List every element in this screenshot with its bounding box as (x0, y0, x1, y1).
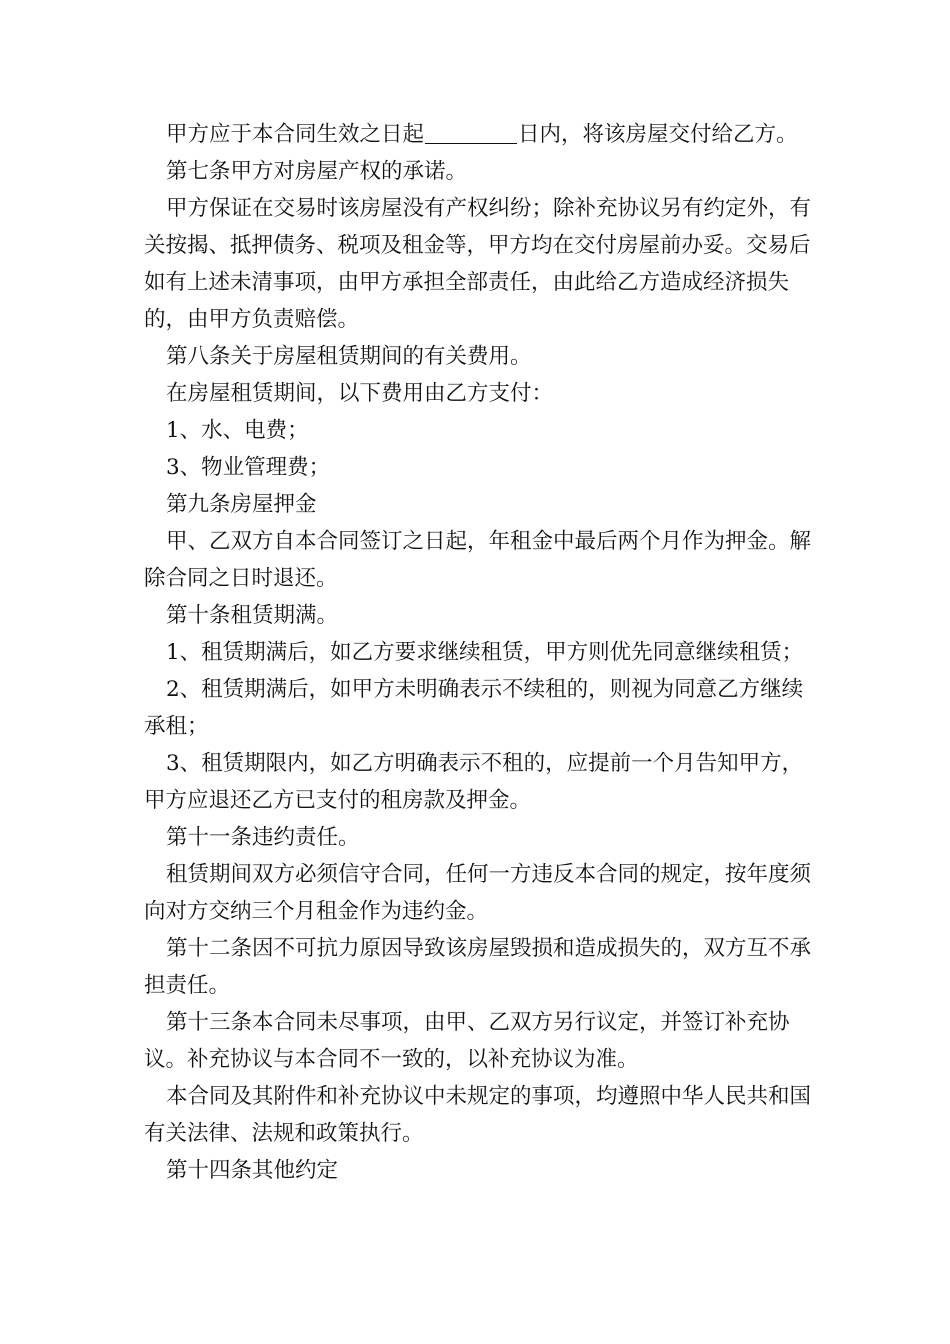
document-body (144, 116, 816, 1189)
article-8-item-3: 3、物业管理费； (166, 455, 331, 480)
article-8-item-1: 1、水、电费； (166, 418, 309, 443)
article-10-item-3: 3、租赁期限内，如乙方明确表示不租的，应提前一个月告知甲方，甲方应退还乙方已支付的租房款及押金。 (144, 751, 804, 813)
article-7-body: 甲方保证在交易时该房屋没有产权纠纷；除补充协议另有约定外，有关按揭、抵押债务、税项及租金等，甲方均在交付房屋前办妥。交易后如有上述未清事项，由甲方承担全部责任，由此给乙方造成经济损失的，由甲方负责赔偿。 (144, 196, 812, 332)
paragraph-delivery (144, 116, 816, 153)
article-11-body: 租赁期间双方必须信守合同，任何一方违反本合同的规定，按年度须向对方交纳三个月租金作为违约金。 (144, 862, 812, 924)
article-7-heading: 第七条甲方对房屋产权的承诺。 (166, 159, 468, 184)
paragraph-delivery-after: 日内，将该房屋交付给乙方。 (518, 122, 798, 147)
article-8-heading: 第八条关于房屋租赁期间的有关费用。 (166, 344, 532, 369)
article-9-body: 甲、乙双方自本合同签订之日起，年租金中最后两个月作为押金。解除合同之日时退还。 (144, 529, 812, 591)
article-13: 第十三条本合同未尽事项，由甲、乙双方另行议定，并签订补充协议。补充协议与本合同不一致的，以补充协议为准。 (144, 1010, 790, 1072)
article-11-heading: 第十一条违约责任。 (166, 825, 360, 850)
paragraph-delivery-before: 甲方应于本合同生效之日起 (166, 122, 425, 147)
article-8-intro: 在房屋租赁期间，以下费用由乙方支付： (166, 381, 554, 406)
applicable-law: 本合同及其附件和补充协议中未规定的事项，均遵照中华人民共和国有关法律、法规和政策执行。 (144, 1084, 812, 1146)
fill-in-blank[interactable] (425, 121, 517, 144)
article-12: 第十二条因不可抗力原因导致该房屋毁损和造成损失的，双方互不承担责任。 (144, 936, 812, 998)
article-10-item-2: 2、租赁期满后，如甲方未明确表示不续租的，则视为同意乙方继续承租； (144, 677, 804, 739)
article-10-heading: 第十条租赁期满。 (166, 603, 339, 628)
article-10-item-1: 1、租赁期满后，如乙方要求继续租赁，甲方则优先同意继续租赁； (166, 640, 804, 665)
article-9-heading: 第九条房屋押金 (166, 492, 317, 517)
article-14-heading: 第十四条其他约定 (166, 1158, 339, 1183)
